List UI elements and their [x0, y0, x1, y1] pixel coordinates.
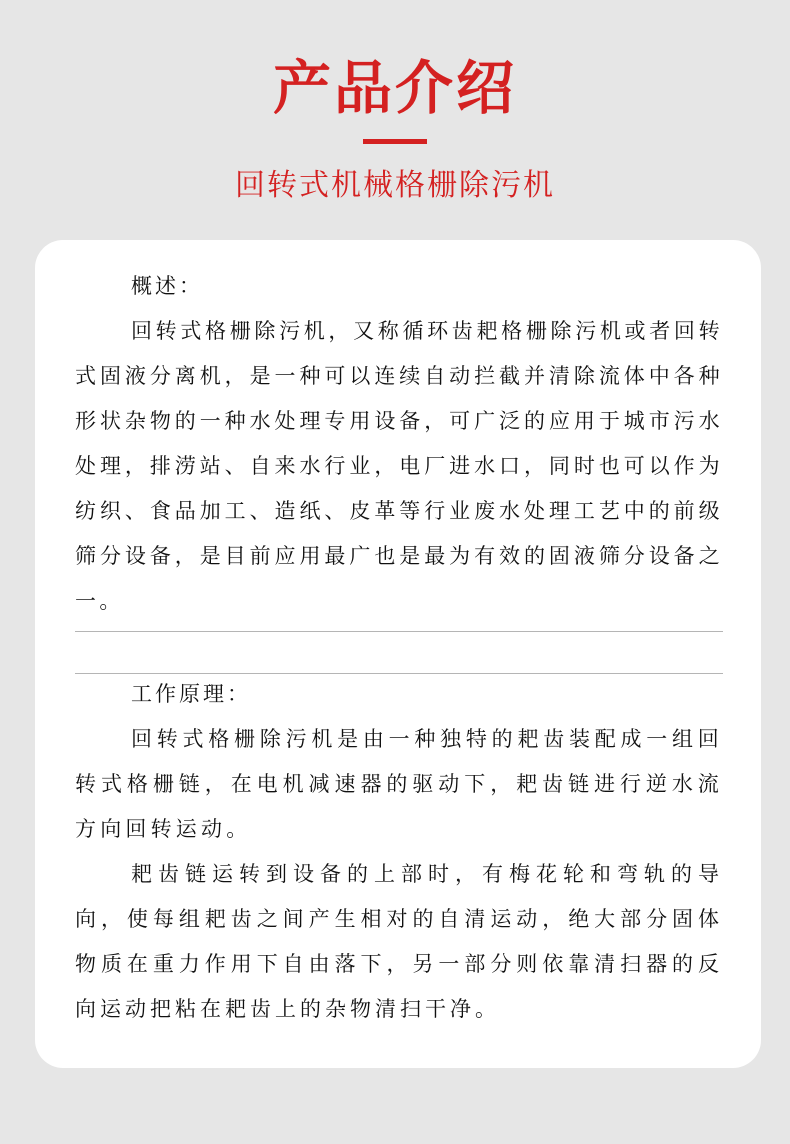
- overview-paragraph: 回转式格栅除污机，又称循环齿耙格栅除污机或者回转式固液分离机，是一种可以连续自动拦截并清除流体中各种形状杂物的一种水处理专用设备，可广泛的应用于城市污水处理，排涝站、自来水行业，电厂进水口，同时也可以作为纺织、食品加工、造纸、皮革等行业废水处理工艺中的前级筛分设备，是目前应用最广也是最为有效的固液筛分设备之一。: [75, 319, 723, 613]
- page-subtitle: 回转式机械格栅除污机: [235, 168, 555, 203]
- overview-section: [75, 264, 723, 624]
- overview-heading: 概述：: [131, 274, 203, 298]
- principle-paragraph-1: 回转式格栅除污机是由一种独特的耙齿装配成一组回转式格栅链，在电机减速器的驱动下，耙齿链进行逆水流方向回转运动。: [75, 727, 723, 841]
- page-title: 产品介绍: [272, 54, 517, 122]
- principle-section: [75, 672, 723, 1032]
- content-card: [35, 240, 761, 1068]
- section-divider-top: [75, 631, 723, 632]
- title-underline: [363, 139, 427, 144]
- principle-paragraph-2: 耙齿链运转到设备的上部时，有梅花轮和弯轨的导向，使每组耙齿之间产生相对的自清运动，绝大部分固体物质在重力作用下自由落下，另一部分则依靠清扫器的反向运动把粘在耙齿上的杂物清扫干净。: [75, 862, 723, 1021]
- principle-heading: 工作原理：: [131, 682, 251, 706]
